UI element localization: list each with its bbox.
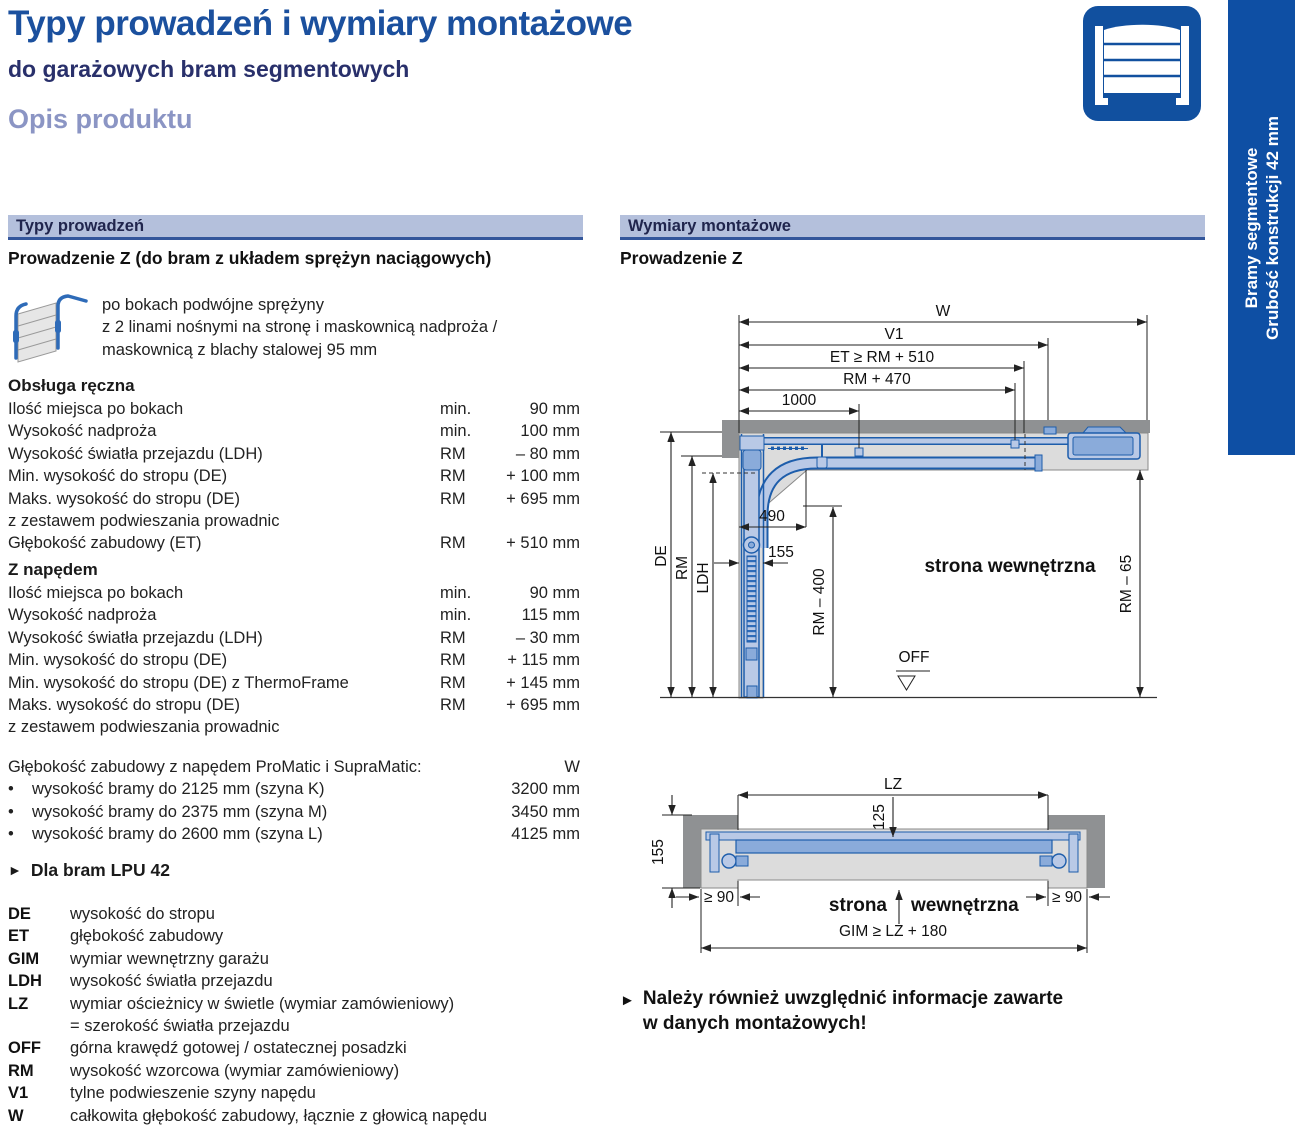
legend-desc: tylne podwieszenie szyny napędu [70,1084,316,1103]
spec-label: z zestawem podwieszania prowadnic [8,512,280,531]
spec-label: Maks. wysokość do stropu (DE) [8,489,240,508]
dim-lz: LZ [883,776,903,793]
table-row [8,465,580,487]
spec-label: Ilość miejsca po bokach [8,584,184,602]
legend-row [8,1060,583,1082]
dim-rm470: RM + 470 [843,371,911,388]
spec-value: + 510 mm [506,534,580,553]
plan-view-diagram [620,760,1205,965]
depth-label: wysokość bramy do 2125 mm (szyna K) [32,780,325,799]
depth-value: 3450 mm [511,802,580,821]
spec-unit: RM [440,696,466,715]
legend-row [8,1015,583,1037]
mounting-z-heading: Prowadzenie Z [620,248,743,268]
table-row [8,716,580,738]
sectional-door-icon [1083,6,1201,126]
depth-header-value: W [564,758,580,776]
table-row [8,649,580,671]
spec-value: 90 mm [529,400,580,418]
spec-label: Wysokość światła przejazdu (LDH) [8,444,263,463]
spec-label: Min. wysokość do stropu (DE) [8,651,228,670]
chapter-tab-line1: Bramy segmentowe [1241,147,1261,308]
spec-unit: RM [440,444,466,463]
table-row [8,443,580,465]
chapter-tab-text [1241,116,1283,340]
table-row [8,756,580,778]
powered-operation-table [8,582,580,739]
legend-desc: wymiar wewnętrzny garażu [70,949,269,968]
spec-label: Maks. wysokość do stropu (DE) [8,696,240,715]
inner-side-label-a: strona [828,895,887,916]
legend-row [8,1082,583,1104]
depth-value: 4125 mm [511,825,580,844]
dim-125: 125 [871,804,888,830]
track-z-intro [8,294,583,371]
abbreviation-legend [8,903,583,1127]
depth-label: wysokość bramy do 2600 mm (szyna L) [32,825,323,844]
chapter-tab [1228,0,1295,455]
legend-term: RM [8,1061,34,1080]
spec-unit: min. [440,400,472,418]
powered-operation-title: Z napędem [8,560,98,579]
track-z-heading: Prowadzenie Z (do bram z układem sprężyn naciągowych) [8,248,492,268]
legend-term: OFF [8,1039,41,1058]
intro-line: maskownicą z blachy stalowej 95 mm [102,340,378,359]
side-view-diagram [620,285,1205,710]
note-line2: w danych montażowych! [642,1013,867,1034]
manual-operation-title: Obsługa ręczna [8,376,135,395]
spec-value: 90 mm [529,584,580,602]
spec-value: + 695 mm [506,489,580,508]
lpu42-label: Dla bram LPU 42 [30,860,170,880]
spec-value: + 145 mm [506,673,580,692]
spec-value [494,510,580,532]
legend-desc: wysokość wzorcowa (wymiar zamówieniowy) [70,1061,400,1080]
legend-term: GIM [8,949,40,968]
table-row [8,801,580,823]
spec-value: 100 mm [520,422,580,441]
legend-desc: całkowita głębokość zabudowy, łącznie z głowicą napędu [70,1106,488,1125]
table-row [8,604,580,626]
table-row [8,398,580,420]
section-bar-track-types: Typy prowadzeń [8,215,583,240]
spec-value: + 695 mm [506,696,580,715]
legend-row [8,948,583,970]
legend-desc: wysokość światła przejazdu [70,972,273,991]
floor-level-icon [898,676,915,690]
dim-v1: V1 [884,326,904,343]
bullet-icon: • [8,802,14,821]
mounting-data-note [620,986,1063,1036]
legend-row [8,970,583,992]
dim-ldh: LDH [695,562,712,594]
note-text [643,986,1063,1036]
table-row [8,532,580,554]
spec-unit: min. [440,422,472,441]
mini-door-track-icon [8,294,90,371]
dim-de: DE [653,545,670,567]
spec-unit: RM [440,673,466,692]
legend-term [8,1015,70,1037]
legend-term: LDH [8,972,42,991]
triangle-bullet-icon: ► [620,992,635,1009]
legend-row [8,1037,583,1059]
dim-rm400: RM – 400 [811,568,828,636]
dim-490: 490 [759,508,785,525]
spec-label: z zestawem podwieszania prowadnic [8,718,280,737]
legend-desc: głębokość zabudowy [70,927,224,946]
legend-term: V1 [8,1084,29,1103]
spec-value: + 100 mm [506,467,580,486]
spec-label: Min. wysokość do stropu (DE) z ThermoFrame [8,673,349,692]
table-row [8,488,580,510]
manual-operation-table [8,398,580,555]
dim-ge90-left: ≥ 90 [703,889,735,906]
spec-label: Wysokość nadproża [8,422,157,441]
spec-label: Wysokość światła przejazdu (LDH) [8,628,263,647]
spec-label: Ilość miejsca po bokach [8,400,184,418]
table-row [8,627,580,649]
table-row [8,420,580,442]
table-row [8,672,580,694]
legend-row [8,1105,583,1127]
spec-unit: min. [440,584,472,602]
table-row [8,694,580,716]
spec-label: Min. wysokość do stropu (DE) [8,467,228,486]
operator-depth-table [8,756,580,846]
legend-desc: = szerokość światła przejazdu [70,1017,290,1036]
chapter-tab-line2: Grubość konstrukcji 42 mm [1262,115,1282,340]
legend-term: DE [8,905,31,923]
depth-label: wysokość bramy do 2375 mm (szyna M) [32,802,328,821]
legend-term: ET [8,927,30,946]
legend-desc: górna krawędź gotowej / ostatecznej posadzki [70,1039,407,1058]
depth-header: Głębokość zabudowy z napędem ProMatic i SupraMatic: [8,758,422,776]
table-row [8,582,580,604]
frame-and-panel [701,829,1087,888]
intro-line: po bokach podwójne sprężyny [102,296,324,314]
spec-unit: RM [440,628,466,647]
dim-gim: GIM ≥ LZ + 180 [838,923,948,940]
intro-line: z 2 linami nośnymi na stronę i maskownicą nadproża / [102,318,498,337]
spec-unit: RM [440,489,466,508]
table-row [8,510,580,532]
bullet-icon: • [8,825,14,844]
dim-rm65: RM – 65 [1118,554,1135,614]
depth-value: 3200 mm [511,780,580,799]
dim-rm: RM [674,555,691,581]
dim-ge90-right: ≥ 90 [1051,889,1083,906]
inner-side-label: strona wewnętrzna [924,556,1096,577]
note-line1: Należy również uwzględnić informacje zawarte [642,988,1064,1009]
spec-label: Wysokość nadproża [8,606,157,625]
dimensions [653,303,1147,697]
dim-et: ET ≥ RM + 510 [829,349,935,366]
spec-unit: RM [440,651,466,670]
legend-desc: wymiar ościeżnicy w świetle (wymiar zamówieniowy) [70,994,455,1013]
table-row [8,823,580,845]
spec-value: 115 mm [521,606,580,625]
spec-unit [440,716,494,738]
inner-side-label-b: wewnętrzna [911,895,1019,916]
spec-unit: RM [440,534,466,553]
table-row [8,778,580,800]
spec-value: – 30 mm [515,628,580,647]
bullet-icon: • [8,780,14,799]
spec-unit [440,510,494,532]
spec-value: + 115 mm [507,651,580,670]
dim-1000: 1000 [781,392,817,409]
dim-155-plan: 155 [650,839,667,865]
legend-row [8,925,583,947]
off-label: OFF [898,649,930,666]
triangle-bullet-icon: ► [8,862,22,878]
spec-unit: RM [440,467,466,486]
spec-value [494,716,580,738]
section-title: Opis produktu [8,104,193,134]
legend-desc: wysokość do stropu [70,905,215,923]
spec-unit: min. [440,606,472,625]
spec-label: Głębokość zabudowy (ET) [8,534,202,553]
legend-term: W [8,1106,24,1125]
spec-value: – 80 mm [515,444,580,463]
section-bar-mounting-dimensions: Wymiary montażowe [620,215,1205,240]
dim-155: 155 [768,544,794,561]
legend-row [8,903,583,925]
page-subtitle: do garażowych bram segmentowych [8,56,410,82]
page-title: Typy prowadzeń i wymiary montażowe [8,4,633,43]
lpu42-heading [8,860,170,881]
track-z-description [102,294,497,371]
legend-term: LZ [8,994,29,1013]
legend-row [8,993,583,1015]
dim-w: W [935,303,951,320]
